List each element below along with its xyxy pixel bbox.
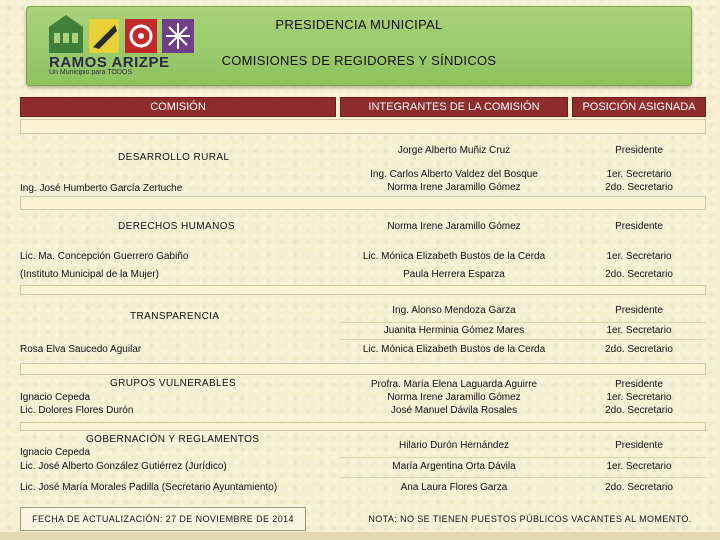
page-title: PRESIDENCIA MUNICIPAL <box>275 17 443 32</box>
commission-person: Ignacio Cepeda <box>20 392 91 403</box>
member-name: Norma Irene Jaramillo Gómez <box>387 221 521 232</box>
member-position: Presidente <box>615 378 663 390</box>
commission-name: TRANSPARENCIA <box>130 311 220 322</box>
column-header-integrantes: INTEGRANTES DE LA COMISIÓN <box>340 97 568 117</box>
member-name: María Argentina Orta Dávila <box>392 461 516 472</box>
member-name: Ing. Carlos Alberto Valdez del Bosque <box>370 168 538 180</box>
member-name: Profra. María Elena Laguarda Aguirre <box>370 378 538 390</box>
commission-person: Lic. Dolores Flores Durón <box>20 405 134 416</box>
commission-name: GOBERNACIÓN Y REGLAMENTOS <box>86 434 260 445</box>
commission-person: Lic. José Alberto González Gutiérrez (Jurídico) <box>20 461 227 472</box>
commission-person: Ing. José Humberto García Zertuche <box>20 183 183 194</box>
member-name: Hilario Durón Hernández <box>398 440 510 451</box>
member-position: Presidente <box>615 440 663 451</box>
member-name: Lic. Mónica Elizabeth Bustos de la Cerda <box>362 344 546 355</box>
member-name: Norma Irene Jaramillo Gómez <box>387 181 521 193</box>
header-banner <box>26 6 692 86</box>
row-separator <box>20 363 706 375</box>
member-name: José Manuel Dávila Rosales <box>390 405 518 416</box>
row-separator <box>20 285 706 295</box>
member-position: 1er. Secretario <box>606 391 672 403</box>
member-name: Ana Laura Flores Garza <box>400 482 508 493</box>
commission-person: Lic. Ma. Concepción Guerrero Gabiño <box>20 251 189 262</box>
column-header-comision: COMISIÓN <box>20 97 336 117</box>
member-name: Juanita Herminia Gómez Mares <box>383 325 525 336</box>
commission-person: Lic. José María Morales Padilla (Secretario Ayuntamiento) <box>20 482 278 493</box>
member-position: 1er. Secretario <box>606 325 672 336</box>
commission-name: DERECHOS HUMANOS <box>118 221 235 232</box>
vacancy-note: NOTA: NO SE TIENEN PUESTOS PÚBLICOS VACANTES AL MOMENTO. <box>368 514 692 524</box>
logo-subtitle: Un Municipio para TODOS <box>49 69 132 76</box>
member-position: 2do. Secretario <box>605 181 673 193</box>
page-subtitle: COMISIONES DE REGIDORES Y SÍNDICOS <box>221 53 497 68</box>
update-date: FECHA DE ACTUALIZACIÓN: 27 DE NOVIEMBRE DE 2014 <box>20 507 306 531</box>
row-separator <box>20 119 706 134</box>
logo-text: RAMOS ARIZPE <box>49 54 170 71</box>
member-position: Presidente <box>615 221 663 232</box>
member-name: Lic. Mónica Elizabeth Bustos de la Cerda <box>362 251 546 262</box>
row-separator <box>20 422 706 431</box>
commission-name: DESARROLLO RURAL <box>118 152 230 163</box>
member-name: Norma Irene Jaramillo Gómez <box>387 391 521 403</box>
member-position: 2do. Secretario <box>605 269 673 280</box>
member-position: 1er. Secretario <box>606 168 672 180</box>
member-position: Presidente <box>615 305 663 316</box>
member-position: 2do. Secretario <box>605 344 673 355</box>
bottom-bar <box>0 532 720 540</box>
commission-person: (Instituto Municipal de la Mujer) <box>20 269 159 280</box>
member-name: Ing. Alonso Mendoza Garza <box>392 305 516 316</box>
member-name: Jorge Alberto Muñiz Cruz <box>397 145 511 156</box>
member-position: Presidente <box>615 145 663 156</box>
member-position: 2do. Secretario <box>605 405 673 416</box>
commission-name: GRUPOS VULNERABLES <box>110 378 237 389</box>
member-position: 1er. Secretario <box>606 251 672 262</box>
row-separator <box>20 196 706 210</box>
member-position: 2do. Secretario <box>605 482 673 493</box>
commission-person: Rosa Elva Saucedo Aguilar <box>20 344 142 355</box>
member-position: 1er. Secretario <box>606 461 672 472</box>
member-name: Paula Herrera Esparza <box>403 269 505 280</box>
commission-person: Ignacio Cepeda <box>20 447 91 458</box>
column-header-posicion: POSICIÓN ASIGNADA <box>572 97 706 117</box>
